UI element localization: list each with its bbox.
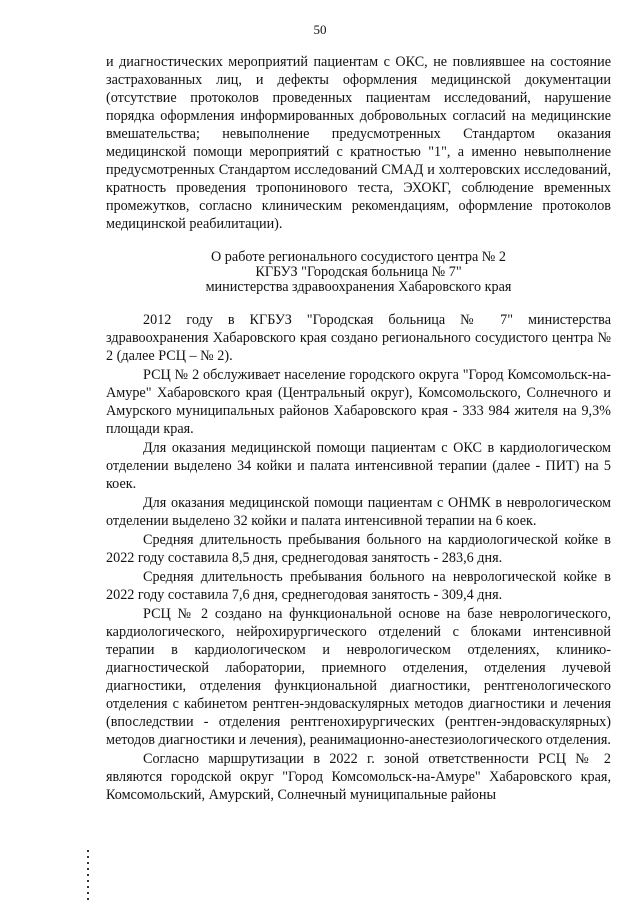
binding-marks — [87, 850, 89, 900]
document-body — [106, 53, 611, 804]
paragraph: Для оказания медицинской помощи пациентам с ОКС в кардиологическом отделении выделено 34 койки и палата интенсивной терапии (далее - ПИТ) на 5 коек. — [106, 440, 611, 492]
paragraph-continued: и диагностических мероприятий пациентам с ОКС, не повлиявшее на состояние застрахованных лиц, и дефекты оформления медицинской документации (отсутствие протоколов проведенных пациентам исследований, нарушение порядка оформления информированных добровольных согласий на медицинские вмешательства; невыполнение предусмотренных Стандартом оказания медицинской помощи мероприятий с кратностью "1", а именно невыполнение предусмотренных Стандартом исследований СМАД и холтеровских исследований, кратность проведения тропонинового теста, ЭХОКГ, соблюдение временных промежутков, согласно клиническим рекомендациям, оформление протоколов медицинской реабилитации). — [106, 54, 611, 232]
paragraph: Для оказания медицинской помощи пациентам с ОНМК в неврологическом отделении выделено 32 койки и палата интенсивной терапии на 6 коек. — [106, 495, 611, 529]
paragraph: РСЦ № 2 создано на функциональной основе на базе неврологического, кардиологического, нейрохирургического отделений с блоками интенсивной терапии в кардиологическом и неврологическом отделениях, клинико-диагностической лаборатории, приемного отделения, отделения лучевой диагностики, отделения функциональной диагностики, рентгенологического отделения с кабинетом рентген-эндоваскулярных методов диагностики и лечения (впоследствии - отделения рентгенохирургических (рентген-эндоваскулярных) методов диагностики и лечения), реанимационно-анестезиологического отделения. — [106, 606, 611, 748]
paragraph: Средняя длительность пребывания больного на неврологической койке в 2022 году составила 7,6 дня, среднегодовая занятость - 309,4 дня. — [106, 569, 611, 603]
page-number: 50 — [313, 22, 327, 37]
heading-line-2: КГБУЗ "Городская больница № 7" — [255, 264, 462, 280]
paragraph: Согласно маршрутизации в 2022 г. зоной ответственности РСЦ № 2 являются городской округ "Город Комсомольск-на-Амуре" Хабаровского края, Комсомольский, Амурский, Солнечный муниципальные районы — [106, 751, 611, 803]
section-heading — [106, 250, 611, 295]
paragraph: РСЦ № 2 обслуживает население городского округа "Город Комсомольск-на-Амуре" Хабаровского края (Центральный округ), Комсомольского, Солнечного и Амурского муниципальных районов Хабаровского края - 333 984 жителя на 9,3% площади края. — [106, 367, 611, 437]
paragraph: 2012 году в КГБУЗ "Городская больница № 7" министерства здравоохранения Хабаровского края создано регионального сосудистого центра № 2 (далее РСЦ – № 2). — [106, 312, 611, 364]
heading-line-1: О работе регионального сосудистого центра № 2 — [211, 249, 506, 265]
paragraph: Средняя длительность пребывания больного на кардиологической койке в 2022 году составила 8,5 дня, среднегодовая занятость - 283,6 дня. — [106, 532, 611, 566]
heading-line-3: министерства здравоохранения Хабаровского края — [205, 279, 512, 295]
